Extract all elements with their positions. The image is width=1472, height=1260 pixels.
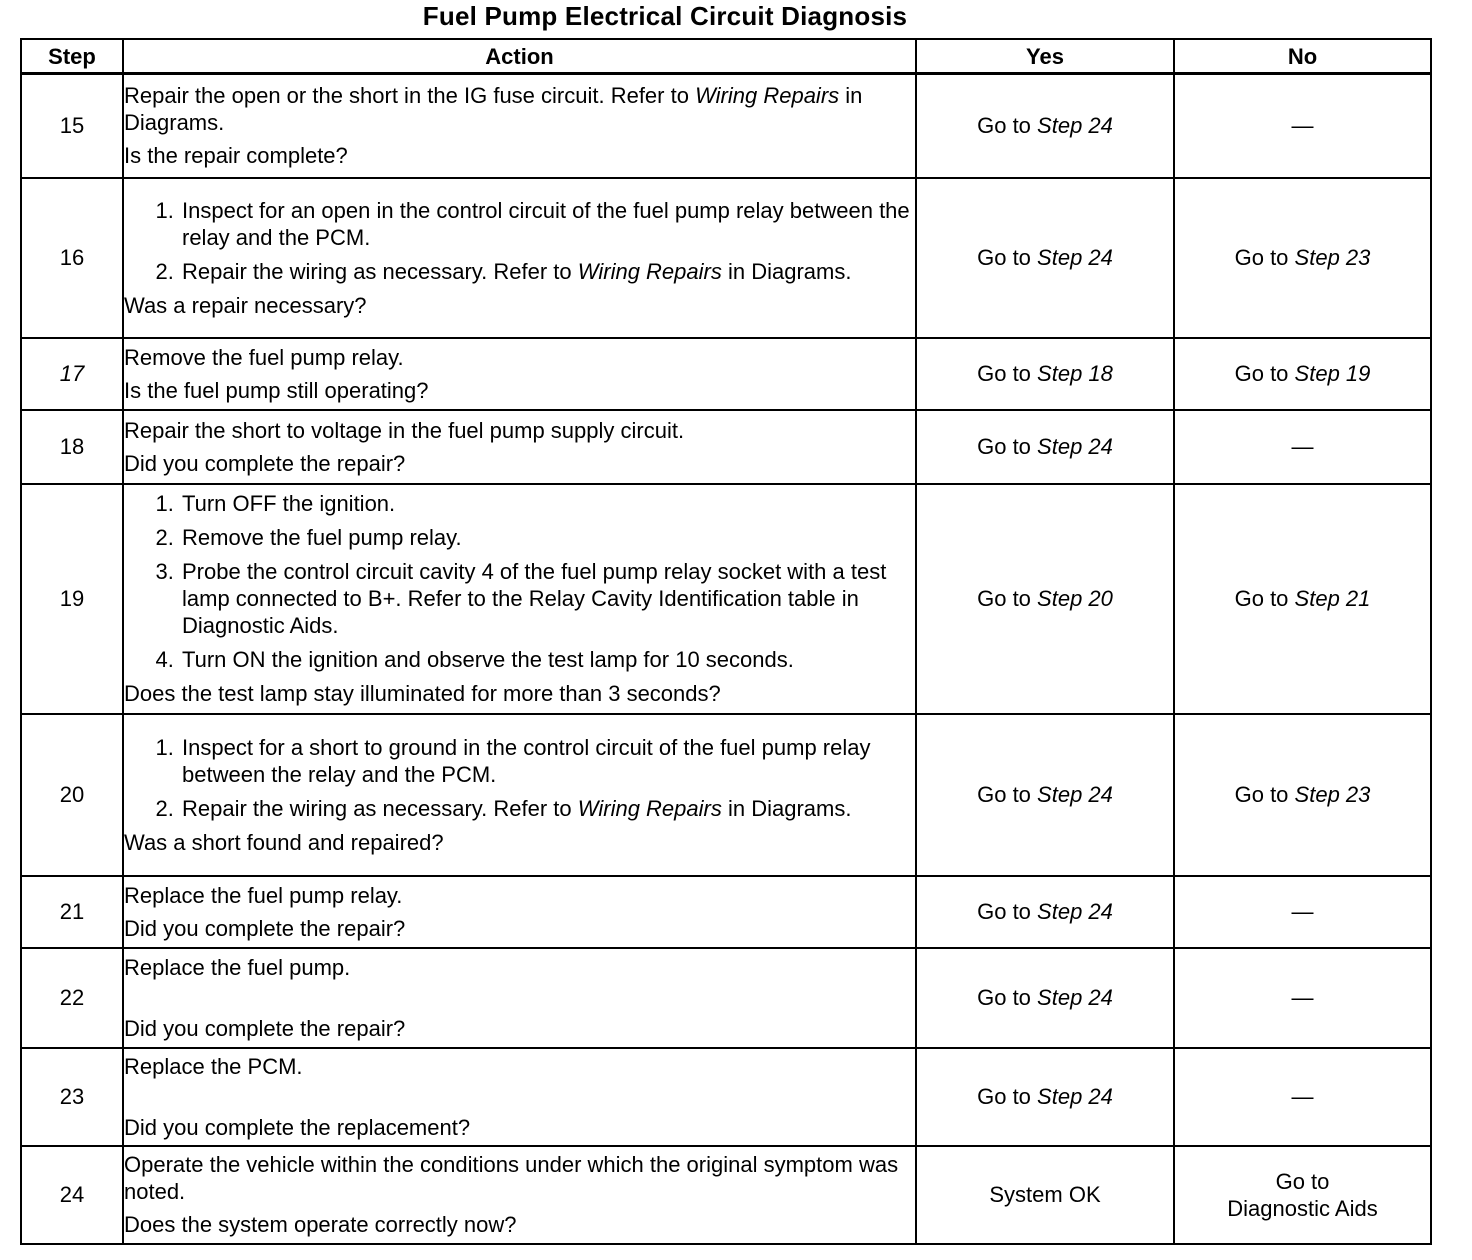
action-cell (123, 410, 916, 484)
no-cell: — (1174, 948, 1431, 1048)
action-steps-list (124, 734, 915, 822)
no-step-reference: Step 19 (1294, 361, 1371, 386)
action-text: Remove the fuel pump relay. (124, 344, 404, 370)
action-step-item: 2. Repair the wiring as necessary. Refer to Wiring Repairs in Diagrams. (180, 795, 915, 822)
table-row (21, 1048, 1431, 1146)
step-number: 21 (21, 876, 123, 948)
table-header-row (21, 39, 1431, 74)
action-question: Is the fuel pump still operating? (124, 377, 429, 403)
step-number: 20 (21, 714, 123, 876)
action-question: Did you complete the replacement? (124, 1114, 471, 1140)
yes-cell: System OK (916, 1146, 1174, 1244)
column-header-no: No (1174, 39, 1431, 74)
table-row (21, 1146, 1431, 1244)
action-text: Replace the fuel pump. (124, 954, 351, 980)
step-number: 19 (21, 484, 123, 714)
table-row (21, 178, 1431, 338)
action-cell (123, 178, 916, 338)
yes-step-reference: Step 24 (1037, 113, 1113, 139)
action-step-item: 4. Turn ON the ignition and observe the test lamp for 10 seconds. (180, 646, 915, 673)
action-cell (123, 948, 916, 1048)
action-step-item: 2. Remove the fuel pump relay. (180, 524, 915, 551)
no-cell: Go to Step 23 (1174, 178, 1431, 338)
no-cell: Go to Diagnostic Aids (1174, 1146, 1431, 1244)
action-question: Does the system operate correctly now? (124, 1212, 517, 1237)
wiring-repairs-reference: Wiring Repairs (695, 83, 840, 109)
action-question: Was a short found and repaired? (124, 829, 444, 855)
yes-cell: Go to Step 24 (916, 1048, 1174, 1146)
step-number: 17 (21, 338, 123, 410)
column-header-action: Action (123, 39, 916, 74)
yes-step-reference: Step 24 (1037, 1084, 1113, 1109)
step-number: 15 (21, 74, 123, 178)
yes-cell: Go to Step 20 (916, 484, 1174, 714)
action-question: Did you complete the repair? (124, 450, 406, 476)
action-step-item: 3. Probe the control circuit cavity 4 of the fuel pump relay socket with a test lamp connected to B+. Refer to the Relay Cavity Identification table in Diagnostic Aids. (180, 558, 915, 639)
action-cell (123, 74, 916, 178)
yes-step-reference: Step 18 (1037, 361, 1113, 386)
yes-cell: Go to Step 24 (916, 714, 1174, 876)
yes-step-reference: Step 24 (1037, 985, 1113, 1010)
yes-step-reference: Step 24 (1037, 245, 1113, 270)
action-cell (123, 876, 916, 948)
yes-cell: Go to Step 24 (916, 178, 1174, 338)
action-text: Replace the PCM. (124, 1053, 303, 1079)
action-steps-list (124, 490, 915, 673)
yes-step-reference: Step 24 (1037, 434, 1113, 459)
action-text: Replace the fuel pump relay. (124, 882, 403, 908)
table-row (21, 74, 1431, 178)
yes-cell: Go to Step 24 (916, 948, 1174, 1048)
action-question: Was a repair necessary? (124, 292, 367, 318)
action-step-item: 1. Turn OFF the ignition. (180, 490, 915, 517)
action-question: Did you complete the repair? (124, 915, 406, 941)
action-cell (123, 714, 916, 876)
yes-cell: Go to Step 18 (916, 338, 1174, 410)
no-cell: — (1174, 1048, 1431, 1146)
table-row (21, 876, 1431, 948)
action-cell (123, 1048, 916, 1146)
no-cell: Go to Step 23 (1174, 714, 1431, 876)
action-text: Repair the short to voltage in the fuel pump supply circuit. (124, 417, 685, 443)
wiring-repairs-reference: Wiring Repairs (577, 258, 722, 284)
no-step-reference: Step 23 (1294, 245, 1371, 270)
no-cell: Go to Step 21 (1174, 484, 1431, 714)
diagnosis-table (20, 38, 1432, 1245)
diagnostic-aids-reference: Diagnostic Aids (1227, 1195, 1378, 1221)
no-cell: — (1174, 876, 1431, 948)
table-row (21, 410, 1431, 484)
yes-step-reference: Step 24 (1037, 782, 1113, 807)
step-number: 16 (21, 178, 123, 338)
action-question: Is the repair complete? (124, 143, 348, 169)
yes-cell: Go to Step 24 (916, 410, 1174, 484)
yes-step-reference: Step 24 (1037, 899, 1113, 924)
page-title: Fuel Pump Electrical Circuit Diagnosis (422, 1, 908, 31)
no-cell: — (1174, 74, 1431, 178)
step-number: 23 (21, 1048, 123, 1146)
table-row (21, 948, 1431, 1048)
action-question: Does the test lamp stay illuminated for more than 3 seconds? (124, 681, 721, 706)
no-step-reference: Step 23 (1294, 782, 1371, 807)
table-row (21, 714, 1431, 876)
yes-cell: Go to Step 24 (916, 74, 1174, 178)
step-number: 22 (21, 948, 123, 1048)
action-question: Did you complete the repair? (124, 1015, 406, 1041)
yes-cell: Go to Step 24 (916, 876, 1174, 948)
action-cell (123, 1146, 916, 1244)
action-text: Repair the open or the short in the IG fuse circuit. Refer to Wiring Repairs in Diagrams. (124, 83, 863, 136)
no-step-reference: Step 21 (1294, 586, 1371, 611)
column-header-step: Step (21, 39, 123, 74)
action-step-item: 2. Repair the wiring as necessary. Refer to Wiring Repairs in Diagrams. (180, 258, 915, 285)
action-steps-list (124, 197, 915, 285)
action-cell (123, 338, 916, 410)
step-number: 24 (21, 1146, 123, 1244)
table-row (21, 484, 1431, 714)
action-step-item: 1. Inspect for a short to ground in the control circuit of the fuel pump relay between the relay and the PCM. (180, 734, 915, 788)
table-row (21, 338, 1431, 410)
step-number: 18 (21, 410, 123, 484)
yes-step-reference: Step 20 (1037, 586, 1113, 611)
action-cell (123, 484, 916, 714)
wiring-repairs-reference: Wiring Repairs (577, 795, 722, 821)
no-cell: Go to Step 19 (1174, 338, 1431, 410)
action-step-item: 1. Inspect for an open in the control circuit of the fuel pump relay between the relay and the PCM. (180, 197, 915, 251)
action-text: Operate the vehicle within the conditions under which the original symptom was noted. (124, 1152, 899, 1204)
no-cell: — (1174, 410, 1431, 484)
column-header-yes: Yes (916, 39, 1174, 74)
